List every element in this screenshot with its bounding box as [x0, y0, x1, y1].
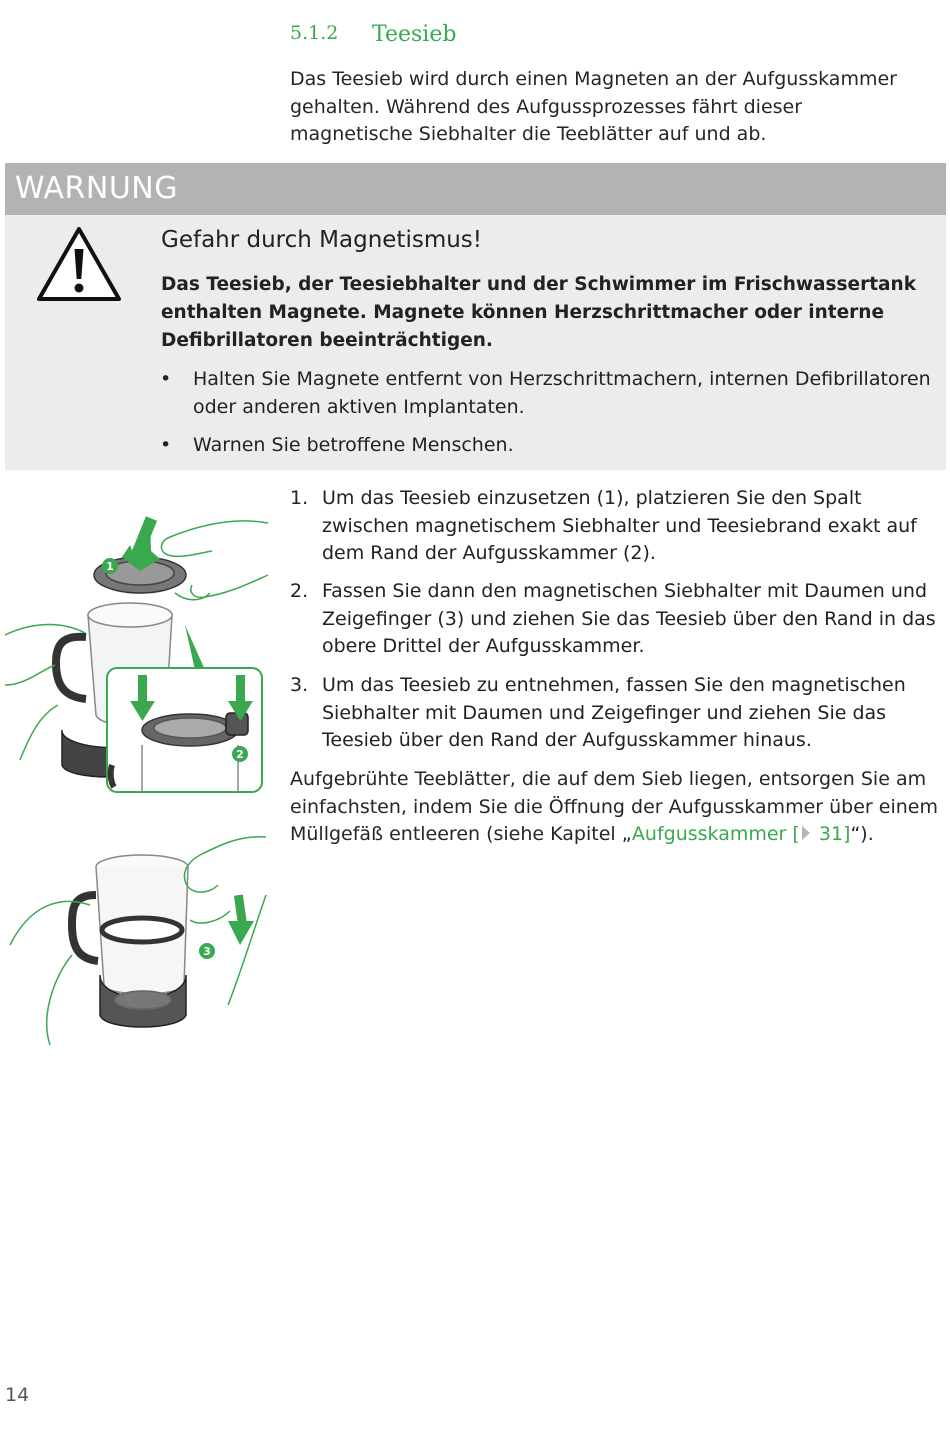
- step-number: 1.: [290, 487, 309, 509]
- intro-paragraph: Das Teesieb wird durch einen Magneten an der Aufgusskammer gehalten. Während des Aufgussprozesses fährt dieser magnetische Siebhalter die Teeblätter auf und ab.: [290, 68, 897, 145]
- warning-bullet: [160, 366, 930, 422]
- svg-text:1: 1: [106, 560, 114, 573]
- warning-bullet: [160, 432, 930, 460]
- section-number: 5.1.2: [290, 22, 339, 44]
- callout-badge-3: [199, 943, 215, 959]
- callout-badge-2: [232, 746, 248, 762]
- closing-paragraph: [290, 766, 940, 849]
- instruction-step: [290, 578, 945, 662]
- section-title: Teesieb: [372, 22, 457, 47]
- warning-title: Gefahr durch Magnetismus!: [161, 227, 483, 253]
- warning-box: [5, 215, 946, 470]
- instruction-step: [290, 485, 945, 569]
- chapter-link[interactable]: [632, 823, 851, 845]
- bullet-text: Warnen Sie betroffene Menschen.: [193, 434, 514, 456]
- bullet-symbol: •: [160, 434, 172, 456]
- step-number: 3.: [290, 674, 309, 696]
- bullet-symbol: •: [160, 368, 172, 390]
- pointer-icon: [185, 625, 205, 670]
- svg-text:2: 2: [236, 748, 244, 761]
- step-text: Um das Teesieb zu entnehmen, fassen Sie den magnetischen Siebhalter mit Daumen und Zeigefinger und ziehen Sie das Teesieb über den Rand der Aufgusskammer hinaus.: [322, 674, 906, 751]
- page-ref-arrow-icon: [802, 826, 810, 840]
- bullet-text: Halten Sie Magnete entfernt von Herzschrittmachern, internen Defibrillatoren oder anderen aktiven Implantaten.: [193, 368, 931, 418]
- step-text: Fassen Sie dann den magnetischen Siebhalter mit Daumen und Zeigefinger (3) und ziehen Sie das Teesieb über den Rand in das obere Drittel der Aufgusskammer.: [322, 580, 936, 657]
- strainer-remove-drawing: [10, 837, 266, 1045]
- arrow-down-icon: [228, 894, 254, 945]
- chapter-link-text: Aufgusskammer [: [631, 823, 800, 845]
- instruction-step: [290, 672, 945, 756]
- closing-text: Aufgebrühte Teeblätter, die auf dem Sieb liegen, entsorgen Sie am einfachsten, indem Sie die Öffnung der Aufgusskammer über einem Müllgefäß entleeren (siehe Kapitel „: [290, 768, 938, 845]
- chapter-link-page: 31]: [812, 823, 851, 845]
- closing-text-end: “).: [850, 823, 874, 845]
- page-number: 14: [5, 1384, 30, 1406]
- step-number: 2.: [290, 580, 309, 602]
- warning-lead-text: Das Teesieb, der Teesiebhalter und der Schwimmer im Frischwassertank enthalten Magnete. Magnete können Herzschrittmacher oder interne Defibrillatoren beeinträchtigen.: [161, 274, 916, 351]
- step-text: Um das Teesieb einzusetzen (1), platzieren Sie den Spalt zwischen magnetischem Siebhalter und Teesiebrand exakt auf dem Rand der Aufgusskammer (2).: [322, 487, 917, 564]
- svg-text:3: 3: [203, 945, 211, 958]
- warning-triangle-icon: [35, 225, 123, 305]
- tea-strainer-illustration: [0, 475, 280, 1055]
- warning-label: WARNUNG: [15, 171, 178, 206]
- callout-badge-1: [102, 558, 118, 574]
- warning-header: [5, 163, 946, 215]
